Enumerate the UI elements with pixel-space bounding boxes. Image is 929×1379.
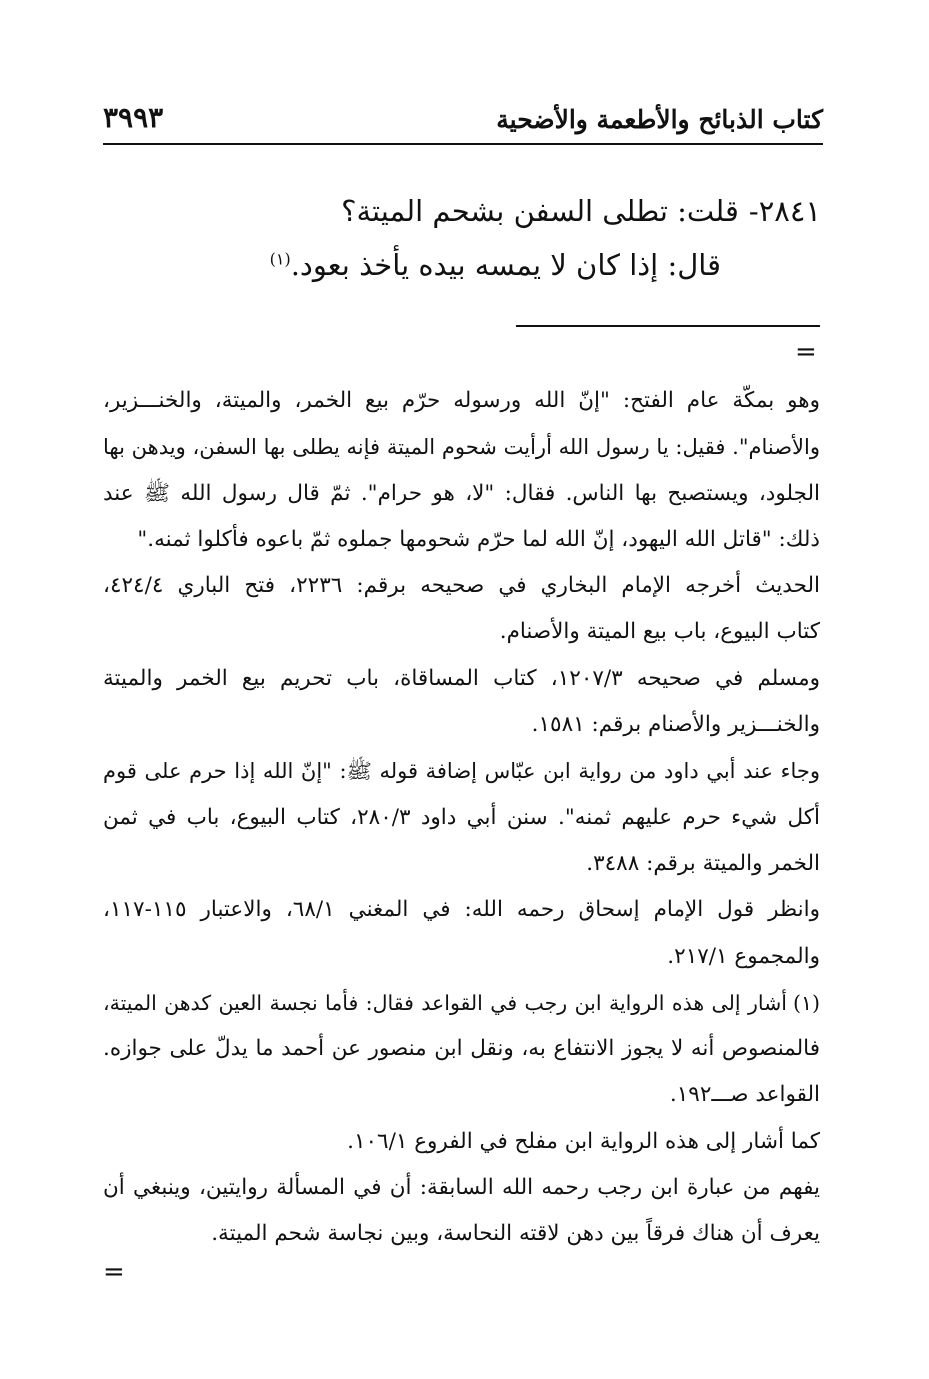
footnote-line: كما أشار إلى هذه الرواية ابن مفلح في الفروع ١٠٦/١. — [347, 1128, 820, 1154]
footnote-line: والأصنام". فقيل: يا رسول الله أرأيت شحوم الميتة فإنه يطلى بها السفن، ويدهن بها — [103, 435, 820, 460]
footnote-1-first-line — [103, 980, 820, 1026]
main-text — [103, 184, 821, 292]
footnote-line: يعرف أن هناك فرقاً بين دهن لاقته النحاسة، وبين نجاسة شحم الميتة. — [211, 1221, 820, 1247]
page-header — [103, 100, 823, 134]
running-title: كتاب الذبائح والأطعمة والأضحية — [496, 105, 823, 134]
footnote-line: أشار إلى هذه الرواية ابن رجب في القواعد فقال: فأما نجسة العين كدهن الميتة، — [103, 990, 787, 1015]
question-text: قلت: تطلى السفن بشحم الميتة؟ — [341, 194, 739, 228]
footnote-1-marker: (١) — [792, 990, 820, 1015]
footnote-line: كتاب البيوع، باب بيع الميتة والأصنام. — [499, 619, 820, 645]
footnotes-block — [103, 378, 820, 1258]
header-rule — [103, 143, 823, 145]
question-number: ٢٨٤١- — [748, 194, 821, 228]
footnote-line: يفهم من عبارة ابن رجب رحمه الله السابقة: أن في المسألة روايتين، وينبغي أن — [103, 1175, 820, 1201]
answer-line — [103, 238, 821, 292]
footnote-line: وجاء عند أبي داود من رواية ابن عبّاس إضافة قوله ﷺ: "إنّ الله إذا حرم على قوم — [103, 759, 820, 784]
question-line — [103, 184, 821, 238]
page-number: ٣٩٩٣ — [103, 101, 164, 134]
footnote-reference[interactable]: (١) — [269, 249, 291, 269]
footnote-line: ذلك: "قاتل الله اليهود، إنّ الله لما حرّم شحومها جملوه ثمّ باعوه فأكلوا ثمنه." — [137, 526, 820, 552]
continuation-mark-bottom: = — [103, 1257, 125, 1287]
footnote-line: ومسلم في صحيحه ١٢٠٧/٣، كتاب المساقاة، باب تحريم بيع الخمر والميتة — [103, 665, 820, 691]
footnote-line: القواعد صـــ١٩٢. — [669, 1082, 820, 1108]
footnote-line: فالمنصوص أنه لا يجوز الانتفاع به، ونقل ابن منصور عن أحمد ما يدلّ على جوازه. — [103, 1036, 820, 1062]
footnote-line: والخنـــزير والأصنام برقم: ١٥٨١. — [531, 712, 820, 738]
footnote-line: الجلود، ويستصبح بها الناس. فقال: "لا، هو حرام". ثمّ قال رسول الله ﷺ عند — [103, 480, 820, 506]
footnote-line: وانظر قول الإمام إسحاق رحمه الله: في المغني ٦٨/١، والاعتبار ١١٥-١١٧، — [103, 897, 820, 923]
footnote-line: والمجموع ٢١٧/١. — [667, 943, 820, 969]
footnote-separator — [516, 325, 820, 327]
footnote-line: أكل شيء حرم عليهم ثمنه". سنن أبي داود ٢٨٠/٣، كتاب البيوع، باب في ثمن — [103, 804, 820, 830]
answer-text: قال: إذا كان لا يمسه بيده يأخذ بعود. — [290, 248, 721, 282]
footnote-line: وهو بمكّة عام الفتح: "إنّ الله ورسوله حرّم بيع الخمر، والميتة، والخنـــزير، — [103, 388, 820, 413]
footnote-line: الحديث أخرجه الإمام البخاري في صحيحه برقم: ٢٢٣٦، فتح الباري ٤٢٤/٤، — [103, 573, 820, 599]
continuation-mark-top: = — [795, 337, 817, 367]
footnote-line: الخمر والميتة برقم: ٣٤٨٨. — [586, 850, 820, 876]
